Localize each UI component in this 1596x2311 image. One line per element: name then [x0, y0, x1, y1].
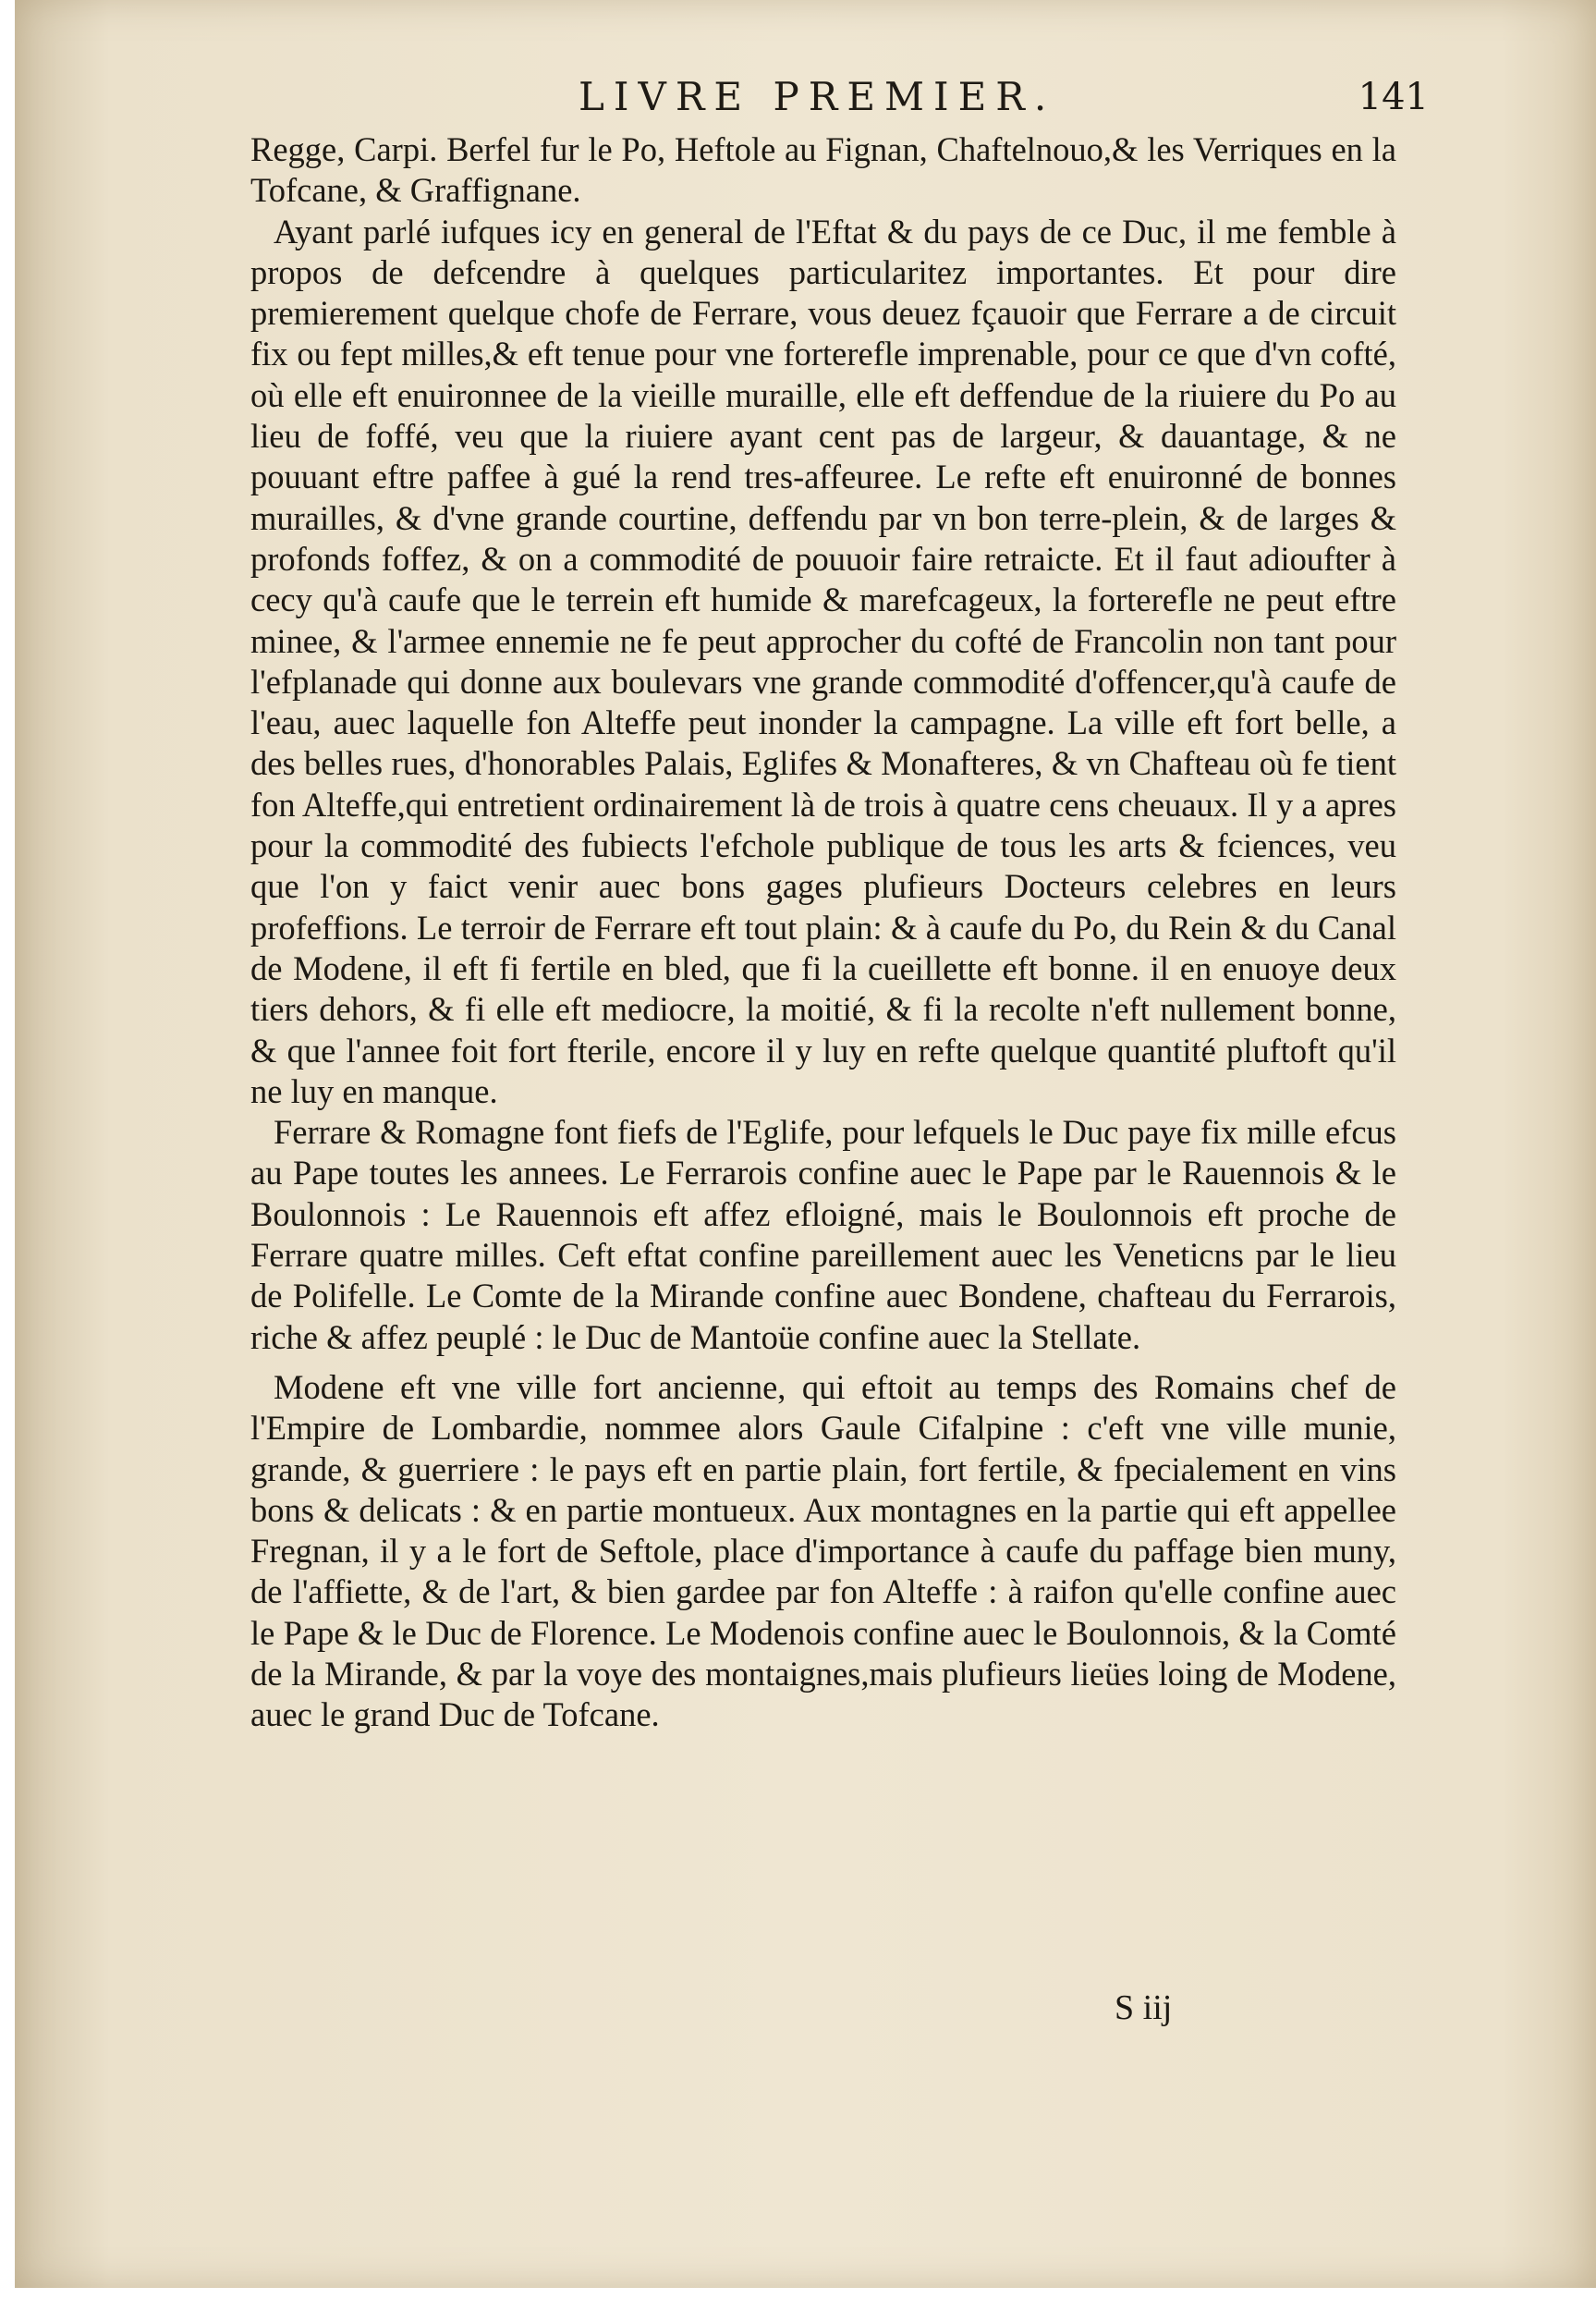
- book-page: [15, 0, 1596, 2288]
- paragraph-1: Regge, Carpi. Berfel fur le Po, Heftole au Fignan, Chaftelnouo,& les Verriques en la Tofcane, & Graffignane.: [250, 130, 1396, 210]
- paragraph-2: Ayant parlé iufques icy en general de l'Eftat & du pays de ce Duc, il me femble à propos de defcendre à quelques particularitez importantes. Et pour dire premierement quelque chofe de Ferrare, vous deuez fçauoir que Ferrare a de circuit fix ou fept milles,& eft tenue pour vne forterefle imprenable, pour ce que d'vn cofté, où elle eft enuironnee de la vieille muraille, elle eft deffendue de la riuiere du Po au lieu de foffé, veu que la riuiere ayant cent pas de largeur, & dauantage, & ne pouuant eftre paffee à gué la rend tres-affeuree. Le refte eft enuironné de bonnes murailles, & d'vne grande courtine, deffendu par vn bon terre-plein, & de larges & profonds foffez, & on a commodité de pouuoir faire retraicte. Et il faut adioufter à cecy qu'à caufe que le terrein eft humide & marefcageux, la forterefle ne peut eftre minee, & l'armee ennemie ne fe peut approcher du cofté de Francolin non tant pour l'efplanade qui donne aux boulevars vne grande commodité d'offencer,qu'à caufe de l'eau, auec laquelle fon Alteffe peut inonder la campagne. La ville eft fort belle, a des belles rues, d'honorables Palais, Eglifes & Monafteres, & vn Chafteau où fe tient fon Alteffe,qui entretient ordinairement là de trois à quatre cens cheuaux. Il y a apres pour la commodité des fubiects l'efchole publique de tous les arts & fciences, veu que l'on y faict venir auec bons gages plufieurs Docteurs celebres en leurs profeffions. Le terroir de Ferrare eft tout plain: & à caufe du Po, du Rein & du Canal de Modene, il eft fi fertile en bled, que fi la cueillette eft bonne. il en enuoye deux tiers dehors, & fi elle eft mediocre, la moitié, & fi la recolte n'eft nullement bonne, & que l'annee foit fort fterile, encore il y luy en refte quelque quantité pluftoft qu'il ne luy en manque.: [250, 212, 1396, 1110]
- page-header: [246, 74, 1429, 129]
- body-text: [250, 129, 1396, 1736]
- paragraph-3: Ferrare & Romagne font fiefs de l'Eglife, pour lefquels le Duc paye fix mille efcus au Pape toutes les annees. Le Ferrarois confine auec le Pape par le Rauennois & le Boulonnois : Le Rauennois eft affez efloigné, mais le Boulonnois eft proche de Ferrare quatre milles. Ceft eftat confine pareillement auec les Veneticns par le lieu de Polifelle. Le Comte de la Mirande confine auec Bondene, chafteau du Ferrarois, riche & affez peuplé : le Duc de Mantoüe confine auec la Stellate.: [250, 1113, 1396, 1356]
- signature-mark: S iij: [1115, 1988, 1173, 2027]
- paragraph-4: Modene eft vne ville fort ancienne, qui eftoit au temps des Romains chef de l'Empire de Lombardie, nommee alors Gaule Cifalpine : c'eft vne ville munie, grande, & guerriere : le pays eft en partie plain, fort fertile, & fpecialement en vins bons & delicats : & en partie montueux. Aux montagnes en la partie qui eft appellee Fregnan, il y a le fort de Seftole, place d'importance à caufe du paffage bien muny, de l'affiette, & de l'art, & bien gardee par fon Alteffe : à raifon qu'elle confine auec le Pape & le Duc de Florence. Le Modenois confine auec le Boulonnois, & la Comté de la Mirande, & par la voye des montaignes,mais plufieurs lieües loing de Modene, auec le grand Duc de Tofcane.: [250, 1367, 1396, 1734]
- running-head: LIVRE PREMIER.: [579, 74, 1056, 119]
- page-number: 141: [1358, 76, 1429, 118]
